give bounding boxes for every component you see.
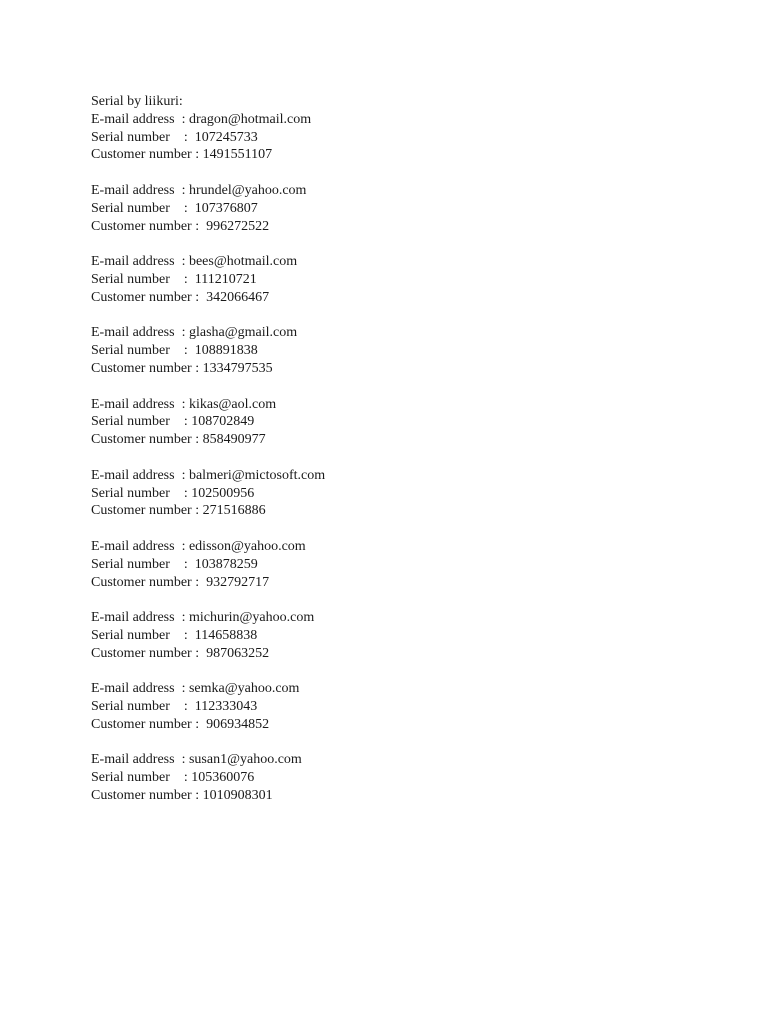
- serial-line: Serial number : 102500956: [91, 485, 255, 501]
- spacer: [91, 235, 691, 253]
- email-line: E-mail address : bees@hotmail.com: [91, 254, 298, 270]
- serial-line: Serial number : 103878259: [91, 556, 258, 572]
- serial-line: Serial number : 112333043: [91, 699, 258, 715]
- entry-block: [91, 182, 691, 235]
- serial-line: Serial number : 105360076: [91, 770, 255, 786]
- email-line: E-mail address : kikas@aol.com: [91, 396, 277, 412]
- customer-line: Customer number : 858490977: [91, 432, 266, 448]
- serial-line: Serial number : 108891838: [91, 343, 258, 359]
- customer-line: Customer number : 1491551107: [91, 147, 273, 163]
- serial-line: Serial number : 114658838: [91, 627, 258, 643]
- email-line: E-mail address : susan1@yahoo.com: [91, 752, 302, 768]
- email-line: E-mail address : michurin@yahoo.com: [91, 610, 315, 626]
- entry-block: [91, 324, 691, 377]
- email-line: E-mail address : semka@yahoo.com: [91, 681, 300, 697]
- email-line: E-mail address : dragon@hotmail.com: [91, 111, 312, 127]
- spacer: [91, 734, 691, 752]
- spacer: [91, 307, 691, 325]
- email-line: E-mail address : hrundel@yahoo.com: [91, 182, 307, 198]
- customer-line: Customer number : 906934852: [91, 716, 270, 732]
- email-line: E-mail address : balmeri@mictosoft.com: [91, 467, 326, 483]
- serial-line: Serial number : 107245733: [91, 129, 258, 145]
- entry-block: [91, 751, 691, 804]
- email-line: E-mail address : glasha@gmail.com: [91, 325, 298, 341]
- customer-line: Customer number : 271516886: [91, 503, 266, 519]
- entry-block: [91, 253, 691, 306]
- entry-block: [91, 538, 691, 591]
- spacer: [91, 520, 691, 538]
- entry-block: [91, 609, 691, 662]
- customer-line: Customer number : 932792717: [91, 574, 270, 590]
- customer-line: Customer number : 1010908301: [91, 788, 273, 804]
- serial-line: Serial number : 108702849: [91, 414, 255, 430]
- spacer: [91, 164, 691, 182]
- spacer: [91, 378, 691, 396]
- spacer: [91, 663, 691, 681]
- spacer: [91, 591, 691, 609]
- entry-block: [91, 467, 691, 520]
- customer-line: Customer number : 996272522: [91, 218, 270, 234]
- spacer: [91, 449, 691, 467]
- document-heading: Serial by liikuri:: [91, 94, 183, 109]
- email-line: E-mail address : edisson@yahoo.com: [91, 538, 306, 554]
- customer-line: Customer number : 987063252: [91, 645, 270, 661]
- serial-line: Serial number : 107376807: [91, 200, 258, 216]
- serial-line: Serial number : 111210721: [91, 271, 257, 287]
- entry-block: [91, 396, 691, 449]
- customer-line: Customer number : 1334797535: [91, 360, 273, 376]
- customer-line: Customer number : 342066467: [91, 289, 270, 305]
- entry-block: [91, 111, 691, 164]
- entry-block: [91, 680, 691, 733]
- document-page: [91, 93, 691, 805]
